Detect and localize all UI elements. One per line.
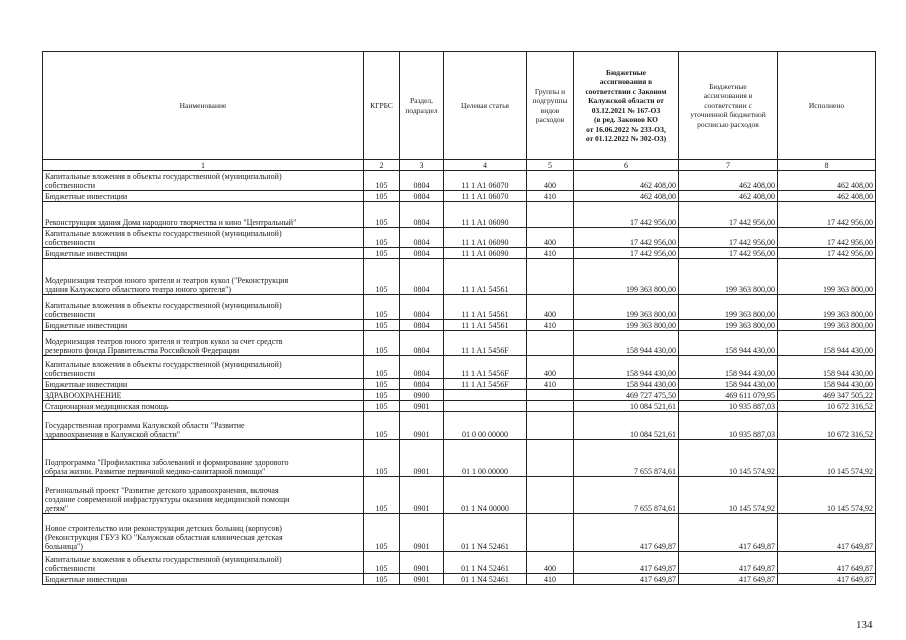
row-name: Новое строительство или реконструкция детских больниц (корпусов) (Реконструкция ГБУЗ КО "Калужская областная клиническая детская больница") bbox=[43, 514, 364, 552]
table-row bbox=[43, 514, 876, 552]
row-razdel: 0901 bbox=[400, 552, 444, 574]
row-refined: 17 442 956,00 bbox=[679, 228, 778, 248]
row-name: Модернизация театров юного зрителя и театров кукол ("Реконструкция здания Калужского областного театра юного зрителя") bbox=[43, 259, 364, 295]
column-number: 3 bbox=[400, 160, 444, 171]
row-target-article: 11 1 A1 5456F bbox=[444, 356, 527, 379]
row-refined: 17 442 956,00 bbox=[679, 202, 778, 228]
row-assignment: 469 727 475,50 bbox=[574, 390, 679, 401]
row-name: Модернизация театров юного зрителя и театров кукол за счет средств резервного фонда Правительства Российской Федерации bbox=[43, 331, 364, 356]
row-executed: 10 672 316,52 bbox=[778, 401, 876, 412]
row-razdel: 0804 bbox=[400, 356, 444, 379]
row-assignment: 462 408,00 bbox=[574, 191, 679, 202]
row-target-article bbox=[444, 401, 527, 412]
row-kgrbs: 105 bbox=[364, 171, 400, 191]
row-executed: 10 145 574,92 bbox=[778, 477, 876, 514]
row-expense-group bbox=[527, 331, 574, 356]
header-target-article: Целевая статья bbox=[444, 52, 527, 160]
column-number: 4 bbox=[444, 160, 527, 171]
row-assignment: 199 363 800,00 bbox=[574, 259, 679, 295]
header-kgrbs: КГРБС bbox=[364, 52, 400, 160]
row-name: ЗДРАВООХРАНЕНИЕ bbox=[43, 390, 364, 401]
row-refined: 10 935 887,03 bbox=[679, 401, 778, 412]
row-name: Стационарная медицинская помощь bbox=[43, 401, 364, 412]
row-refined: 158 944 430,00 bbox=[679, 356, 778, 379]
row-assignment: 462 408,00 bbox=[574, 171, 679, 191]
row-refined: 417 649,87 bbox=[679, 574, 778, 585]
table-header-row bbox=[43, 52, 876, 160]
row-target-article: 01 0 00 00000 bbox=[444, 412, 527, 440]
row-expense-group bbox=[527, 412, 574, 440]
row-expense-group: 400 bbox=[527, 228, 574, 248]
row-expense-group bbox=[527, 440, 574, 477]
column-number: 5 bbox=[527, 160, 574, 171]
row-razdel: 0804 bbox=[400, 259, 444, 295]
column-number: 7 bbox=[679, 160, 778, 171]
row-razdel: 0804 bbox=[400, 202, 444, 228]
row-refined: 17 442 956,00 bbox=[679, 248, 778, 259]
row-expense-group: 410 bbox=[527, 320, 574, 331]
row-target-article: 01 1 N4 52461 bbox=[444, 552, 527, 574]
row-razdel: 0804 bbox=[400, 320, 444, 331]
row-kgrbs: 105 bbox=[364, 552, 400, 574]
row-executed: 199 363 800,00 bbox=[778, 295, 876, 320]
row-target-article: 01 1 N4 52461 bbox=[444, 514, 527, 552]
row-refined: 417 649,87 bbox=[679, 514, 778, 552]
row-refined: 469 611 079,95 bbox=[679, 390, 778, 401]
row-expense-group: 400 bbox=[527, 295, 574, 320]
row-kgrbs: 105 bbox=[364, 477, 400, 514]
row-razdel: 0900 bbox=[400, 390, 444, 401]
row-assignment: 199 363 800,00 bbox=[574, 295, 679, 320]
row-razdel: 0804 bbox=[400, 228, 444, 248]
row-razdel: 0901 bbox=[400, 574, 444, 585]
row-expense-group bbox=[527, 202, 574, 228]
row-kgrbs: 105 bbox=[364, 412, 400, 440]
row-expense-group bbox=[527, 477, 574, 514]
row-executed: 10 672 316,52 bbox=[778, 412, 876, 440]
table-row bbox=[43, 202, 876, 228]
row-target-article: 11 1 A1 54561 bbox=[444, 259, 527, 295]
row-name: Капитальные вложения в объекты государственной (муниципальной) собственности bbox=[43, 171, 364, 191]
row-kgrbs: 105 bbox=[364, 356, 400, 379]
row-refined: 10 935 887,03 bbox=[679, 412, 778, 440]
table-row bbox=[43, 259, 876, 295]
column-number: 1 bbox=[43, 160, 364, 171]
row-name: Бюджетные инвестиции bbox=[43, 320, 364, 331]
row-razdel: 0901 bbox=[400, 477, 444, 514]
table-row bbox=[43, 248, 876, 259]
row-target-article bbox=[444, 390, 527, 401]
row-target-article: 11 1 A1 06090 bbox=[444, 228, 527, 248]
row-kgrbs: 105 bbox=[364, 228, 400, 248]
row-target-article: 11 1 A1 5456F bbox=[444, 379, 527, 390]
row-name: Государственная программа Калужской области "Развитие здравоохранения в Калужской области" bbox=[43, 412, 364, 440]
row-name: Капитальные вложения в объекты государственной (муниципальной) собственности bbox=[43, 356, 364, 379]
row-target-article: 11 1 A1 06070 bbox=[444, 171, 527, 191]
row-kgrbs: 105 bbox=[364, 401, 400, 412]
row-target-article: 11 1 A1 06090 bbox=[444, 248, 527, 259]
row-refined: 199 363 800,00 bbox=[679, 320, 778, 331]
row-razdel: 0804 bbox=[400, 248, 444, 259]
row-executed: 17 442 956,00 bbox=[778, 228, 876, 248]
row-executed: 199 363 800,00 bbox=[778, 259, 876, 295]
header-expense-groups: Группы и подгруппы видов расходов bbox=[527, 52, 574, 160]
row-executed: 158 944 430,00 bbox=[778, 379, 876, 390]
column-number-row bbox=[43, 160, 876, 171]
row-razdel: 0804 bbox=[400, 379, 444, 390]
page-number: 134 bbox=[856, 619, 873, 631]
row-assignment: 417 649,87 bbox=[574, 574, 679, 585]
row-executed: 17 442 956,00 bbox=[778, 202, 876, 228]
table-row bbox=[43, 390, 876, 401]
row-name: Реконструкция здания Дома народного творчества и кино "Центральный" bbox=[43, 202, 364, 228]
row-razdel: 0901 bbox=[400, 412, 444, 440]
row-expense-group: 400 bbox=[527, 552, 574, 574]
table-row bbox=[43, 412, 876, 440]
row-razdel: 0804 bbox=[400, 331, 444, 356]
row-name: Бюджетные инвестиции bbox=[43, 191, 364, 202]
table-row bbox=[43, 171, 876, 191]
row-executed: 158 944 430,00 bbox=[778, 356, 876, 379]
row-target-article: 11 1 A1 06070 bbox=[444, 191, 527, 202]
row-executed: 10 145 574,92 bbox=[778, 440, 876, 477]
row-expense-group bbox=[527, 514, 574, 552]
row-refined: 199 363 800,00 bbox=[679, 295, 778, 320]
row-target-article: 11 1 A1 54561 bbox=[444, 320, 527, 331]
column-number: 8 bbox=[778, 160, 876, 171]
row-kgrbs: 105 bbox=[364, 248, 400, 259]
column-number: 6 bbox=[574, 160, 679, 171]
row-kgrbs: 105 bbox=[364, 574, 400, 585]
row-kgrbs: 105 bbox=[364, 320, 400, 331]
row-name: Бюджетные инвестиции bbox=[43, 248, 364, 259]
row-razdel: 0804 bbox=[400, 191, 444, 202]
row-executed: 417 649,87 bbox=[778, 574, 876, 585]
row-refined: 199 363 800,00 bbox=[679, 259, 778, 295]
row-kgrbs: 105 bbox=[364, 202, 400, 228]
table-row bbox=[43, 574, 876, 585]
table-row bbox=[43, 228, 876, 248]
row-kgrbs: 105 bbox=[364, 191, 400, 202]
table-row bbox=[43, 552, 876, 574]
row-target-article: 01 1 00 00000 bbox=[444, 440, 527, 477]
row-executed: 417 649,87 bbox=[778, 552, 876, 574]
row-executed: 199 363 800,00 bbox=[778, 320, 876, 331]
row-assignment: 158 944 430,00 bbox=[574, 379, 679, 390]
row-target-article: 11 1 A1 54561 bbox=[444, 295, 527, 320]
row-name: Бюджетные инвестиции bbox=[43, 574, 364, 585]
row-assignment: 7 655 874,61 bbox=[574, 440, 679, 477]
table-row bbox=[43, 356, 876, 379]
header-executed: Исполнено bbox=[778, 52, 876, 160]
header-refined-assignments: Бюджетные ассигнования в соответствии с уточненной бюджетной росписью расходов bbox=[679, 52, 778, 160]
row-refined: 10 145 574,92 bbox=[679, 440, 778, 477]
row-assignment: 158 944 430,00 bbox=[574, 356, 679, 379]
row-expense-group bbox=[527, 390, 574, 401]
row-refined: 10 145 574,92 bbox=[679, 477, 778, 514]
row-executed: 469 347 505,22 bbox=[778, 390, 876, 401]
row-razdel: 0901 bbox=[400, 514, 444, 552]
row-assignment: 199 363 800,00 bbox=[574, 320, 679, 331]
row-name: Капитальные вложения в объекты государственной (муниципальной) собственности bbox=[43, 295, 364, 320]
row-assignment: 10 084 521,61 bbox=[574, 412, 679, 440]
row-target-article: 01 1 N4 00000 bbox=[444, 477, 527, 514]
row-assignment: 158 944 430,00 bbox=[574, 331, 679, 356]
header-razdel: Раздел, подраздел bbox=[400, 52, 444, 160]
table-row bbox=[43, 401, 876, 412]
table-row bbox=[43, 331, 876, 356]
row-name: Капитальные вложения в объекты государственной (муниципальной) собственности bbox=[43, 552, 364, 574]
table-row bbox=[43, 477, 876, 514]
row-expense-group: 410 bbox=[527, 574, 574, 585]
row-kgrbs: 105 bbox=[364, 331, 400, 356]
row-kgrbs: 105 bbox=[364, 379, 400, 390]
table-row bbox=[43, 320, 876, 331]
row-executed: 462 408,00 bbox=[778, 171, 876, 191]
row-assignment: 17 442 956,00 bbox=[574, 248, 679, 259]
row-target-article: 11 1 A1 06090 bbox=[444, 202, 527, 228]
row-executed: 417 649,87 bbox=[778, 514, 876, 552]
row-kgrbs: 105 bbox=[364, 514, 400, 552]
row-kgrbs: 105 bbox=[364, 259, 400, 295]
row-assignment: 7 655 874,61 bbox=[574, 477, 679, 514]
row-razdel: 0901 bbox=[400, 440, 444, 477]
row-expense-group: 410 bbox=[527, 248, 574, 259]
row-assignment: 10 084 521,61 bbox=[574, 401, 679, 412]
row-name: Региональный проект "Развитие детского здравоохранения, включая создание современной инфраструктуры оказания медицинской помощи детям" bbox=[43, 477, 364, 514]
row-target-article: 11 1 A1 5456F bbox=[444, 331, 527, 356]
row-name: Подпрограмма "Профилактика заболеваний и формирование здорового образа жизни. Развитие первичной медико-санитарной помощи" bbox=[43, 440, 364, 477]
row-razdel: 0804 bbox=[400, 295, 444, 320]
row-kgrbs: 105 bbox=[364, 295, 400, 320]
table-row bbox=[43, 191, 876, 202]
row-kgrbs: 105 bbox=[364, 390, 400, 401]
row-assignment: 17 442 956,00 bbox=[574, 228, 679, 248]
row-expense-group: 410 bbox=[527, 379, 574, 390]
table-row bbox=[43, 379, 876, 390]
row-refined: 158 944 430,00 bbox=[679, 331, 778, 356]
row-assignment: 417 649,87 bbox=[574, 552, 679, 574]
row-expense-group: 410 bbox=[527, 191, 574, 202]
row-expense-group bbox=[527, 401, 574, 412]
table-row bbox=[43, 295, 876, 320]
table-row bbox=[43, 440, 876, 477]
row-refined: 417 649,87 bbox=[679, 552, 778, 574]
row-target-article: 01 1 N4 52461 bbox=[444, 574, 527, 585]
column-number: 2 bbox=[364, 160, 400, 171]
row-expense-group: 400 bbox=[527, 356, 574, 379]
budget-table bbox=[42, 51, 876, 585]
header-budget-assignments: Бюджетные ассигнования в соответствии с Законом Калужской области от 03.12.2021 № 167-ОЗ (в ред. Законов КО от 16.06.2022 № 233-ОЗ, от 01.12.2022 № 302-ОЗ) bbox=[574, 52, 679, 160]
row-razdel: 0901 bbox=[400, 401, 444, 412]
row-executed: 462 408,00 bbox=[778, 191, 876, 202]
row-refined: 158 944 430,00 bbox=[679, 379, 778, 390]
row-name: Капитальные вложения в объекты государственной (муниципальной) собственности bbox=[43, 228, 364, 248]
row-kgrbs: 105 bbox=[364, 440, 400, 477]
row-razdel: 0804 bbox=[400, 171, 444, 191]
row-refined: 462 408,00 bbox=[679, 191, 778, 202]
row-name: Бюджетные инвестиции bbox=[43, 379, 364, 390]
row-expense-group bbox=[527, 259, 574, 295]
row-executed: 158 944 430,00 bbox=[778, 331, 876, 356]
row-assignment: 17 442 956,00 bbox=[574, 202, 679, 228]
row-refined: 462 408,00 bbox=[679, 171, 778, 191]
row-assignment: 417 649,87 bbox=[574, 514, 679, 552]
header-name: Наименование bbox=[43, 52, 364, 160]
row-executed: 17 442 956,00 bbox=[778, 248, 876, 259]
row-expense-group: 400 bbox=[527, 171, 574, 191]
